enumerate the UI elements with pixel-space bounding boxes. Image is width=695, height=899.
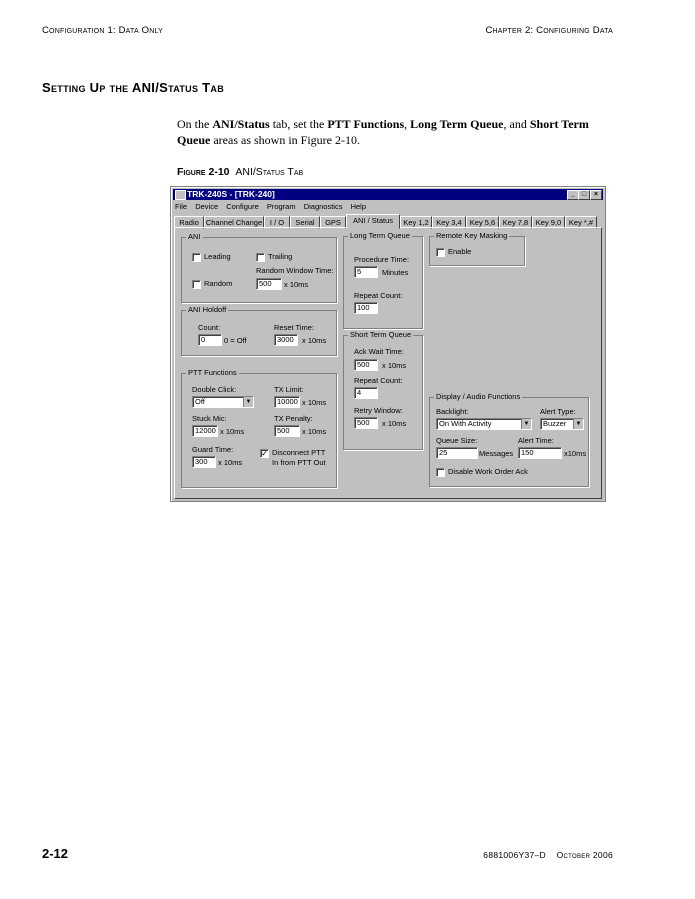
tab-gps[interactable]: GPS <box>320 216 346 229</box>
menu-bar <box>175 202 372 213</box>
close-button[interactable]: × <box>590 190 602 200</box>
tab-io[interactable]: I / O <box>264 216 290 229</box>
figure-label: Figure 2-10 <box>177 166 230 178</box>
tx-penalty-input[interactable]: 500 <box>274 425 300 437</box>
ani-status-panel <box>174 227 602 499</box>
stuck-mic-unit: x 10ms <box>220 427 245 436</box>
enable-label: Enable <box>448 247 472 256</box>
guard-time-label: Guard Time: <box>192 445 234 454</box>
para-bold: Short Term Queue <box>177 117 589 147</box>
tab-key-star-hash[interactable]: Key *,# <box>565 216 597 229</box>
alert-time-input[interactable]: 150 <box>518 447 562 459</box>
para-text: areas as shown in Figure 2-10. <box>210 133 360 147</box>
body-paragraph <box>177 116 617 148</box>
long-term-queue-title: Long Term Queue <box>350 231 410 240</box>
menu-configure[interactable]: Configure <box>226 202 259 211</box>
menu-help[interactable]: Help <box>350 202 367 211</box>
tab-key-1-2[interactable]: Key 1,2 <box>400 216 432 229</box>
count-label: Count: <box>198 323 221 332</box>
stuck-mic-input[interactable]: 12000 <box>192 425 218 437</box>
tab-strip <box>174 214 602 228</box>
trailing-checkbox[interactable] <box>256 253 265 262</box>
ptt-functions-title: PTT Functions <box>188 368 237 377</box>
backlight-label: Backlight: <box>436 407 469 416</box>
leading-checkbox[interactable] <box>192 253 201 262</box>
alert-type-label: Alert Type: <box>540 407 576 416</box>
para-text: tab, set the <box>269 117 328 131</box>
tx-limit-input[interactable]: 10000 <box>274 396 300 408</box>
random-label: Random <box>204 279 233 288</box>
tx-penalty-unit: x 10ms <box>302 427 327 436</box>
random-window-label: Random Window Time: <box>256 266 334 275</box>
minimize-button[interactable]: _ <box>567 190 579 200</box>
tab-serial[interactable]: Serial <box>290 216 320 229</box>
long-repeat-count-input[interactable]: 100 <box>354 302 378 314</box>
ani-holdoff-title: ANI Holdoff <box>188 305 227 314</box>
short-term-queue-group <box>343 330 423 450</box>
short-repeat-count-label: Repeat Count: <box>354 376 403 385</box>
para-text: , <box>404 117 411 131</box>
tab-channel-change[interactable]: Channel Change <box>205 218 263 227</box>
disconnect-ptt-checkbox[interactable]: ✓ <box>261 449 268 458</box>
ptt-functions-group <box>181 368 337 488</box>
procedure-time-unit: Minutes <box>382 268 409 277</box>
chevron-down-icon[interactable]: ▼ <box>243 397 253 407</box>
display-audio-title: Display / Audio Functions <box>436 392 521 401</box>
tx-limit-label: TX Limit: <box>274 385 304 394</box>
retry-window-input[interactable]: 500 <box>354 417 378 429</box>
tab-key-9-0[interactable]: Key 9,0 <box>532 216 565 229</box>
disconnect-ptt-label-2: In from PTT Out <box>272 458 326 467</box>
backlight-select[interactable] <box>436 418 532 430</box>
tx-limit-unit: x 10ms <box>302 398 327 407</box>
maximize-button[interactable]: □ <box>578 190 590 200</box>
queue-size-unit: Messages <box>479 449 514 458</box>
trailing-label: Trailing <box>268 252 293 261</box>
tab-key-5-6[interactable]: Key 5,6 <box>466 216 499 229</box>
enable-checkbox[interactable] <box>436 248 445 257</box>
count-note: 0 = Off <box>224 336 247 345</box>
alert-time-unit: x10ms <box>564 449 587 458</box>
double-click-label: Double Click: <box>192 385 237 394</box>
remote-key-masking-title: Remote Key Masking <box>436 231 508 240</box>
disable-ack-label: Disable Work Order Ack <box>448 467 528 476</box>
para-bold: Long Term Queue <box>410 117 504 131</box>
app-window <box>170 186 606 502</box>
chevron-down-icon[interactable]: ▼ <box>521 419 531 429</box>
procedure-time-input[interactable]: 5 <box>354 266 378 278</box>
short-repeat-count-input[interactable]: 4 <box>354 387 378 399</box>
window-title: TRK-240S - [TRK-240] <box>187 189 275 199</box>
alert-time-label: Alert Time: <box>518 436 554 445</box>
guard-time-unit: x 10ms <box>218 458 243 467</box>
chevron-down-icon[interactable]: ▼ <box>573 419 583 429</box>
random-checkbox[interactable] <box>192 280 201 289</box>
ack-wait-label: Ack Wait Time: <box>354 347 404 356</box>
para-bold: ANI/Status <box>212 117 270 131</box>
menu-program[interactable]: Program <box>266 202 296 211</box>
para-text: On the <box>177 117 213 131</box>
retry-window-label: Retry Window: <box>354 406 403 415</box>
menu-device[interactable]: Device <box>195 202 219 211</box>
short-term-queue-title: Short Term Queue <box>350 330 412 339</box>
menu-diagnostics[interactable]: Diagnostics <box>303 202 343 211</box>
reset-time-input[interactable]: 3000 <box>274 334 298 346</box>
random-window-input[interactable]: 500 <box>256 278 282 290</box>
guard-time-input[interactable]: 300 <box>192 456 216 468</box>
reset-time-unit: x 10ms <box>302 336 327 345</box>
leading-label: Leading <box>204 252 231 261</box>
double-click-select[interactable] <box>192 396 254 408</box>
queue-size-input[interactable]: 25 <box>436 447 478 459</box>
stuck-mic-label: Stuck Mic: <box>192 414 227 423</box>
tab-key-7-8[interactable]: Key 7,8 <box>499 216 532 229</box>
ani-group <box>181 232 337 303</box>
long-repeat-count-label: Repeat Count: <box>354 291 403 300</box>
tab-key-3-4[interactable]: Key 3,4 <box>432 216 466 229</box>
reset-time-label: Reset Time: <box>274 323 315 332</box>
retry-window-unit: x 10ms <box>382 419 407 428</box>
remote-key-masking-group <box>429 231 525 266</box>
disconnect-ptt-label: Disconnect PTT <box>272 448 326 457</box>
procedure-time-label: Procedure Time: <box>354 255 410 264</box>
double-click-value: Off <box>195 397 205 406</box>
app-icon <box>175 190 186 200</box>
alert-type-value: Buzzer <box>543 419 567 428</box>
page-header-left: Configuration 1: Data Only <box>42 25 163 36</box>
para-text: , and <box>503 117 530 131</box>
tx-penalty-label: TX Penalty: <box>274 414 313 423</box>
alert-type-select[interactable] <box>540 418 584 430</box>
ack-wait-unit: x 10ms <box>382 361 407 370</box>
page-number: 2-12 <box>42 846 69 861</box>
tab-ani-status[interactable]: ANI / Status <box>346 214 400 229</box>
disable-ack-checkbox[interactable] <box>436 468 445 477</box>
long-term-queue-group <box>343 231 423 329</box>
ani-holdoff-group <box>181 305 337 356</box>
ani-group-title: ANI <box>188 232 201 241</box>
section-title: Setting Up the ANI/Status Tab <box>42 80 224 95</box>
tab-radio[interactable]: Radio <box>174 216 204 229</box>
display-audio-group <box>429 392 589 487</box>
window-titlebar <box>173 189 603 200</box>
ack-wait-input[interactable]: 500 <box>354 359 378 371</box>
figure-title: ANI/Status Tab <box>235 166 304 178</box>
backlight-value: On With Activity <box>439 419 492 428</box>
count-input[interactable]: 0 <box>198 334 222 346</box>
page-header-right: Chapter 2: Configuring Data <box>485 25 613 36</box>
figure-caption <box>177 166 303 178</box>
menu-file[interactable]: File <box>175 202 188 211</box>
queue-size-label: Queue Size: <box>436 436 478 445</box>
document-id: 6881006Y37–D October 2006 <box>483 850 613 860</box>
random-window-unit: x 10ms <box>284 280 309 289</box>
para-bold: PTT Functions <box>327 117 405 131</box>
